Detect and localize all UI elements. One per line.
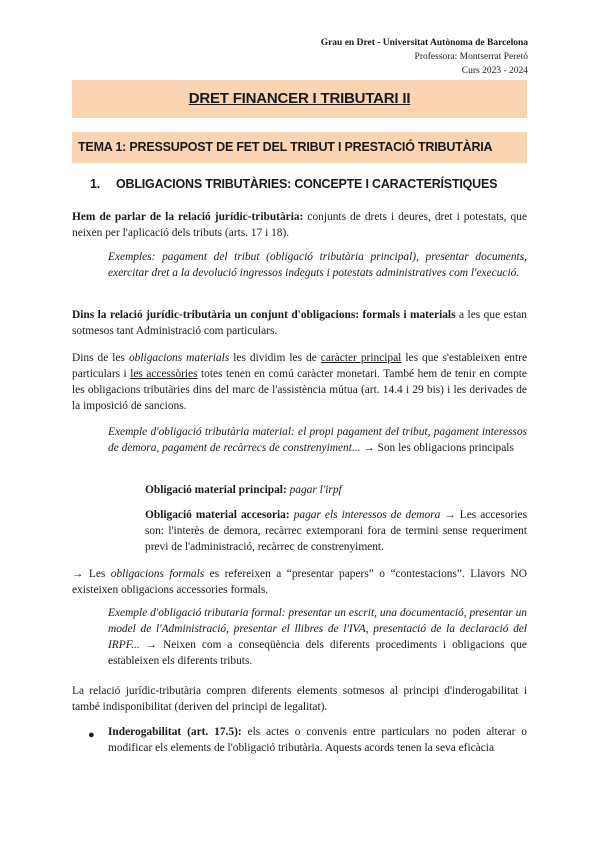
example-block-1: [108, 249, 527, 281]
example-2-text: → Son les obligacions principals: [360, 442, 514, 454]
paragraph-material: [72, 350, 527, 414]
obligations-text: a les que estan sotmesos tant Administració com particulars.: [72, 309, 528, 337]
intro-text: conjunts de drets i deures, dret i potestats, que neixen per l'aplicació dels tributs (arts. 17 i 18).: [72, 211, 528, 239]
formal-text-a: → Les: [72, 568, 111, 580]
principal-bold: Obligació material principal:: [145, 484, 287, 496]
paragraph-principles: [72, 683, 527, 715]
paragraph-intro: [72, 209, 527, 241]
intro-bold: Hem de parlar de la relació jurídic-tributària:: [72, 211, 304, 223]
section-heading: [90, 177, 497, 191]
principal-italic: pagar l'irpf: [286, 484, 342, 496]
document-title: DRET FINANCER I TRIBUTARI II: [188, 90, 411, 107]
material-text-e: les que s'estableixen entre particulars i: [72, 352, 527, 380]
obligations-bold: Dins la relació jurídic-tributària un conjunt d'obligacions: formals i materials: [72, 309, 456, 321]
material-accessories-underlined: les accessòries: [130, 368, 198, 380]
material-text-g: totes tenen en comú caràcter monetari. També hem de tenir en compte les obligacions tributàries dins del marc de l'assistència mútua (art. 14.4 i 29 bis) i les derivades de la imposició de sancions.: [72, 368, 527, 412]
principal-obligation: [145, 482, 527, 498]
accessory-italic: pagar els interessos de demora: [289, 509, 441, 521]
accessory-bold: Obligació material accesoria:: [145, 509, 290, 521]
inderogabilitat-bold: Inderogabilitat (art. 17.5):: [108, 726, 242, 738]
accessory-obligation: [145, 507, 527, 555]
document-header: [321, 36, 528, 78]
header-course: Curs 2023 - 2024: [461, 66, 528, 76]
example-block-2: [108, 424, 527, 456]
material-principal-underlined: caràcter principal: [320, 352, 402, 364]
header-school: Grau en Dret - Universitat Autònoma de Barcelona: [320, 38, 528, 48]
material-text-a: Dins de les: [72, 352, 129, 364]
accessory-text: → Les accesories son: l'interès de demora, recàrrec extemporani fora de termini sense requeriment previ de l'administració, recàrrec de constrenyiment.: [145, 509, 528, 553]
topic-title: TEMA 1: PRESSUPOST DE FET DEL TRIBUT I PRESTACIÓ TRIBUTÀRIA: [78, 140, 493, 154]
example-block-3: [108, 605, 527, 669]
formal-italic: obligacions formals: [110, 568, 205, 580]
inderogabilitat-text: els actes o convenis entre particulars no poden alterar o modificar els elements de l'obligació tributària. Aquests acords tenen la seva eficàcia: [108, 726, 527, 754]
example-2-italic: Exemple d'obligació tributària material: el propi pagament del tribut, pagament interessos de demora, pagament de recàrrecs de constrenyiment...: [108, 426, 527, 454]
formal-text-c: es refereixen a “presentar papers” o “contestacions”. Llavors NO existeixen obligacions accessories formals.: [72, 568, 527, 596]
material-italic: obligacions materials: [128, 352, 230, 364]
bullet-inderogabilitat: [108, 724, 527, 756]
paragraph-obligations: [72, 307, 527, 339]
example-3-text: → Neixen com a conseqüència dels diferents procediments i obligacions que estableixen els diferents tributs.: [108, 639, 527, 667]
principles-text: La relació jurídic-tributària compren diferents elements sotmesos al principi d'inderogabilitat i també indisponibilitat (deriven del principi de legalitat).: [72, 685, 527, 713]
section-number: 1.: [90, 177, 101, 191]
paragraph-formal: [72, 566, 527, 598]
material-text-c: les dividim les de: [229, 352, 321, 364]
example-3-italic: Exemple d'obligació tributaria formal: presentar un escrit, una documentació, presentar un model de l'Administració, presentar el llibres de l'IVA, presentació de la declaració del IRPF...: [108, 607, 527, 651]
example-1-text: Exemples: pagament del tribut (obligació tributària principal), presentar documents, exercitar dret a la devolució ingressos indeguts i potestats administratives com l'execució.: [108, 251, 527, 279]
section-title: OBLIGACIONS TRIBUTÀRIES: CONCEPTE I CARACTERÍSTIQUES: [116, 177, 498, 191]
topic-banner: [72, 132, 527, 163]
header-professor: Professora: Montserrat Peretó: [414, 52, 528, 62]
bullet-icon: ●: [88, 729, 95, 741]
document-title-banner: [72, 80, 527, 118]
